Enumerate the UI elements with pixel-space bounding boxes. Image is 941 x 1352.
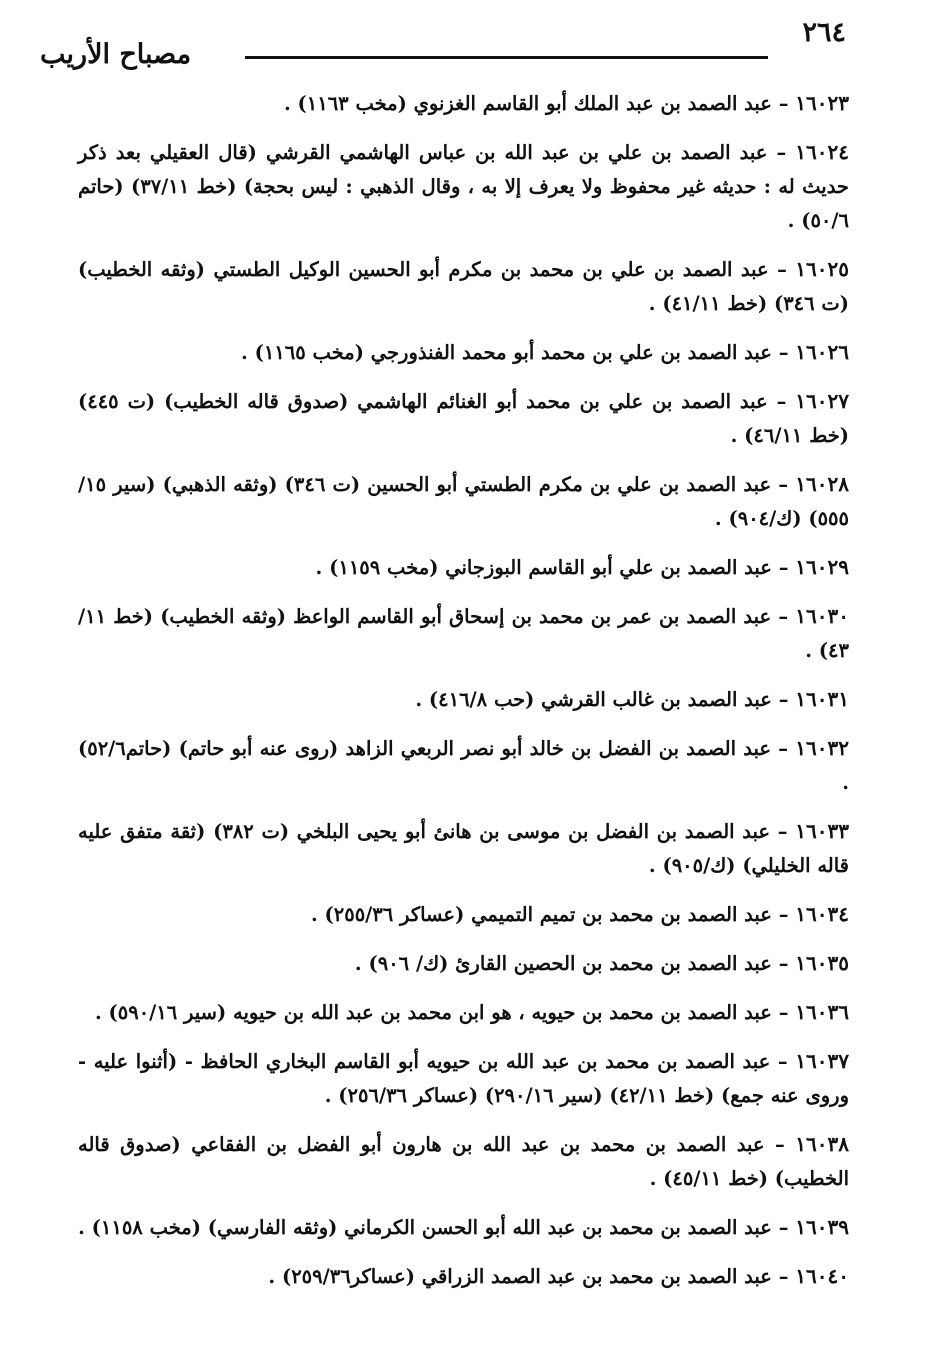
list-item: ١٦٠٤٠ – عبد الصمد بن محمد بن عبد الصمد الزراقي (عساكر٢٥٩/٣٦) . bbox=[268, 1264, 849, 1288]
entry-number: ١٦٠٢٦ bbox=[795, 340, 849, 364]
entry-text: عبد الصمد بن غالب القرشي (حب ٤١٦/٨) . bbox=[415, 688, 772, 711]
entry-number: ١٦٠٣١ bbox=[795, 687, 849, 711]
entry-text: عبد الصمد بن محمد بن عبد الله بن هارون أبو الفضل بن الفقاعي (صدوق قاله الخطيب) (خط ٤٥/١١) . bbox=[78, 1133, 849, 1190]
entry-text: عبد الصمد بن محمد بن عبد الصمد الزراقي (عساكر٢٥٩/٣٦) . bbox=[268, 1265, 772, 1288]
list-item: ١٦٠٢٥ – عبد الصمد بن علي بن محمد بن مكرم أبو الحسين الوكيل الطستي (وثقه الخطيب) (ت ٣٤٦) (خط ٤١/١١) . bbox=[78, 257, 850, 315]
page-header bbox=[40, 18, 846, 68]
entry-text: عبد الصمد بن علي بن مكرم الطستي أبو الحسين (ت ٣٤٦) (وثقه الذهبي) (سير ١٥/ ٥٥٥) (ك/٩٠٤) . bbox=[78, 473, 849, 530]
entry-number: ١٦٠٣٧ bbox=[795, 1049, 849, 1073]
entry-number: ١٦٠٣٠ bbox=[795, 604, 849, 628]
list-item: ١٦٠٣٠ – عبد الصمد بن عمر بن محمد بن إسحاق أبو القاسم الواعظ (وثقه الخطيب) (خط ١١/ ٤٣) . bbox=[78, 604, 849, 662]
list-item: ١٦٠٢٣ – عبد الصمد بن عبد الملك أبو القاسم الغزنوي (مخب ١١٦٣) . bbox=[283, 91, 849, 115]
list-item: ١٦٠٣٨ – عبد الصمد بن محمد بن عبد الله بن هارون أبو الفضل بن الفقاعي (صدوق قاله الخطيب) (خط ٤٥/١١) . bbox=[78, 1132, 849, 1190]
entry-text: عبد الصمد بن علي أبو القاسم البوزجاني (مخب ١١٥٩) . bbox=[315, 556, 772, 579]
entry-number: ١٦٠٣٤ bbox=[795, 902, 849, 926]
entry-text: عبد الصمد بن محمد بن حيويه ، هو ابن محمد بن عبد الله بن حيويه (سير ٥٩٠/١٦) . bbox=[94, 1001, 772, 1024]
entry-text: عبد الصمد بن عبد الملك أبو القاسم الغزنوي (مخب ١١٦٣) . bbox=[283, 92, 772, 115]
entry-text: عبد الصمد بن علي بن عبد الله بن عباس الهاشمي القرشي (قال العقيلي بعد ذكر حديث له : حديثه غير محفوظ ولا يعرف إلا به ، وقال الذهبي : ليس بحجة) (خط ٣٧/١١) (حاتم ٥٠/٦) . bbox=[78, 141, 849, 232]
entry-number: ١٦٠٣٩ bbox=[795, 1215, 849, 1239]
entry-text: عبد الصمد بن محمد بن تميم التميمي (عساكر ٢٥٥/٣٦) . bbox=[310, 903, 772, 926]
entry-text: عبد الصمد بن الفضل بن خالد أبو نصر الربعي الزاهد (روى عنه أبو حاتم) (حاتم٥٢/٦) . bbox=[78, 737, 849, 794]
entry-text: عبد الصمد بن محمد بن عبد الله أبو الحسن الكرماني (وثقه الفارسي) (مخب ١١٥٨) . bbox=[78, 1216, 772, 1239]
entry-number: ١٦٠٣٨ bbox=[795, 1132, 849, 1156]
list-item: ١٦٠٢٨ – عبد الصمد بن علي بن مكرم الطستي أبو الحسين (ت ٣٤٦) (وثقه الذهبي) (سير ١٥/ ٥٥٥) (ك/٩٠٤) . bbox=[78, 472, 849, 530]
entry-text: عبد الصمد بن علي بن محمد أبو محمد الفنذورجي (مخب ١١٦٥) . bbox=[241, 341, 772, 364]
entry-text: عبد الصمد بن علي بن محمد بن مكرم أبو الحسين الوكيل الطستي (وثقه الخطيب) (ت ٣٤٦) (خط ٤١/١١) . bbox=[78, 258, 849, 315]
entry-text: عبد الصمد بن عمر بن محمد بن إسحاق أبو القاسم الواعظ (وثقه الخطيب) (خط ١١/ ٤٣) . bbox=[78, 605, 849, 662]
list-item: ١٦٠٣٥ – عبد الصمد بن محمد بن الحصين القارئ (ك/ ٩٠٦) . bbox=[354, 951, 849, 975]
list-item: ١٦٠٣٧ – عبد الصمد بن محمد بن عبد الله بن حيويه أبو القاسم البخاري الحافظ - (أثنوا عليه - وروى عنه جمع) (خط ٤٢/١١) (سير ٢٩٠/١٦) (عساكر ٢٥٦/٣٦) . bbox=[78, 1049, 849, 1107]
entry-number: ١٦٠٢٧ bbox=[795, 389, 849, 413]
list-item: ١٦٠٣١ – عبد الصمد بن غالب القرشي (حب ٤١٦/٨) . bbox=[415, 687, 849, 711]
entry-number: ١٦٠٣٦ bbox=[795, 1000, 849, 1024]
list-item: ١٦٠٣٢ – عبد الصمد بن الفضل بن خالد أبو نصر الربعي الزاهد (روى عنه أبو حاتم) (حاتم٥٢/٦) . bbox=[78, 736, 849, 794]
entry-text: عبد الصمد بن علي بن محمد أبو الغنائم الهاشمي (صدوق قاله الخطيب) (ت ٤٤٥) (خط ٤٦/١١) . bbox=[78, 390, 849, 447]
book-title: مصباح الأريب bbox=[40, 39, 192, 70]
list-item: ١٦٠٣٩ – عبد الصمد بن محمد بن عبد الله أبو الحسن الكرماني (وثقه الفارسي) (مخب ١١٥٨) . bbox=[78, 1215, 849, 1239]
list-item: ١٦٠٣٦ – عبد الصمد بن محمد بن حيويه ، هو ابن محمد بن عبد الله بن حيويه (سير ٥٩٠/١٦) . bbox=[94, 1000, 849, 1024]
entry-text: عبد الصمد بن محمد بن عبد الله بن حيويه أبو القاسم البخاري الحافظ - (أثنوا عليه - وروى عنه جمع) (خط ٤٢/١١) (سير ٢٩٠/١٦) (عساكر ٢٥٦/٣٦) . bbox=[78, 1050, 849, 1107]
list-item: ١٦٠٣٤ – عبد الصمد بن محمد بن تميم التميمي (عساكر ٢٥٥/٣٦) . bbox=[310, 902, 849, 926]
list-item: ١٦٠٢٩ – عبد الصمد بن علي أبو القاسم البوزجاني (مخب ١١٥٩) . bbox=[315, 555, 849, 579]
entry-number: ١٦٠٢٤ bbox=[795, 140, 849, 164]
entry-text: عبد الصمد بن الفضل بن موسى بن هانئ أبو يحيى البلخي (ت ٣٨٢) (ثقة متفق عليه قاله الخليلي) (ك/٩٠٥) . bbox=[78, 820, 849, 877]
entry-number: ١٦٠٤٠ bbox=[795, 1264, 849, 1288]
entry-number: ١٦٠٢٨ bbox=[795, 472, 849, 496]
entry-number: ١٦٠٣٢ bbox=[795, 736, 849, 760]
entry-number: ١٦٠٢٩ bbox=[795, 555, 849, 579]
list-item: ١٦٠٣٣ – عبد الصمد بن الفضل بن موسى بن هانئ أبو يحيى البلخي (ت ٣٨٢) (ثقة متفق عليه قاله الخليلي) (ك/٩٠٥) . bbox=[78, 819, 850, 877]
header-rule bbox=[245, 56, 768, 59]
entry-number: ١٦٠٣٣ bbox=[795, 819, 850, 843]
list-item: ١٦٠٢٤ – عبد الصمد بن علي بن عبد الله بن عباس الهاشمي القرشي (قال العقيلي بعد ذكر حديث له : حديثه غير محفوظ ولا يعرف إلا به ، وقال الذهبي : ليس بحجة) (خط ٣٧/١١) (حاتم ٥٠/٦) . bbox=[78, 140, 849, 232]
entry-number: ١٦٠٢٣ bbox=[795, 91, 849, 115]
list-item: ١٦٠٢٧ – عبد الصمد بن علي بن محمد أبو الغنائم الهاشمي (صدوق قاله الخطيب) (ت ٤٤٥) (خط ٤٦/١١) . bbox=[78, 389, 849, 447]
entry-list bbox=[78, 86, 849, 1308]
entry-number: ١٦٠٢٥ bbox=[795, 257, 850, 281]
entry-text: عبد الصمد بن محمد بن الحصين القارئ (ك/ ٩٠٦) . bbox=[354, 952, 772, 975]
entry-number: ١٦٠٣٥ bbox=[795, 951, 849, 975]
page-number: ٢٦٤ bbox=[802, 17, 846, 48]
list-item: ١٦٠٢٦ – عبد الصمد بن علي بن محمد أبو محمد الفنذورجي (مخب ١١٦٥) . bbox=[241, 340, 849, 364]
